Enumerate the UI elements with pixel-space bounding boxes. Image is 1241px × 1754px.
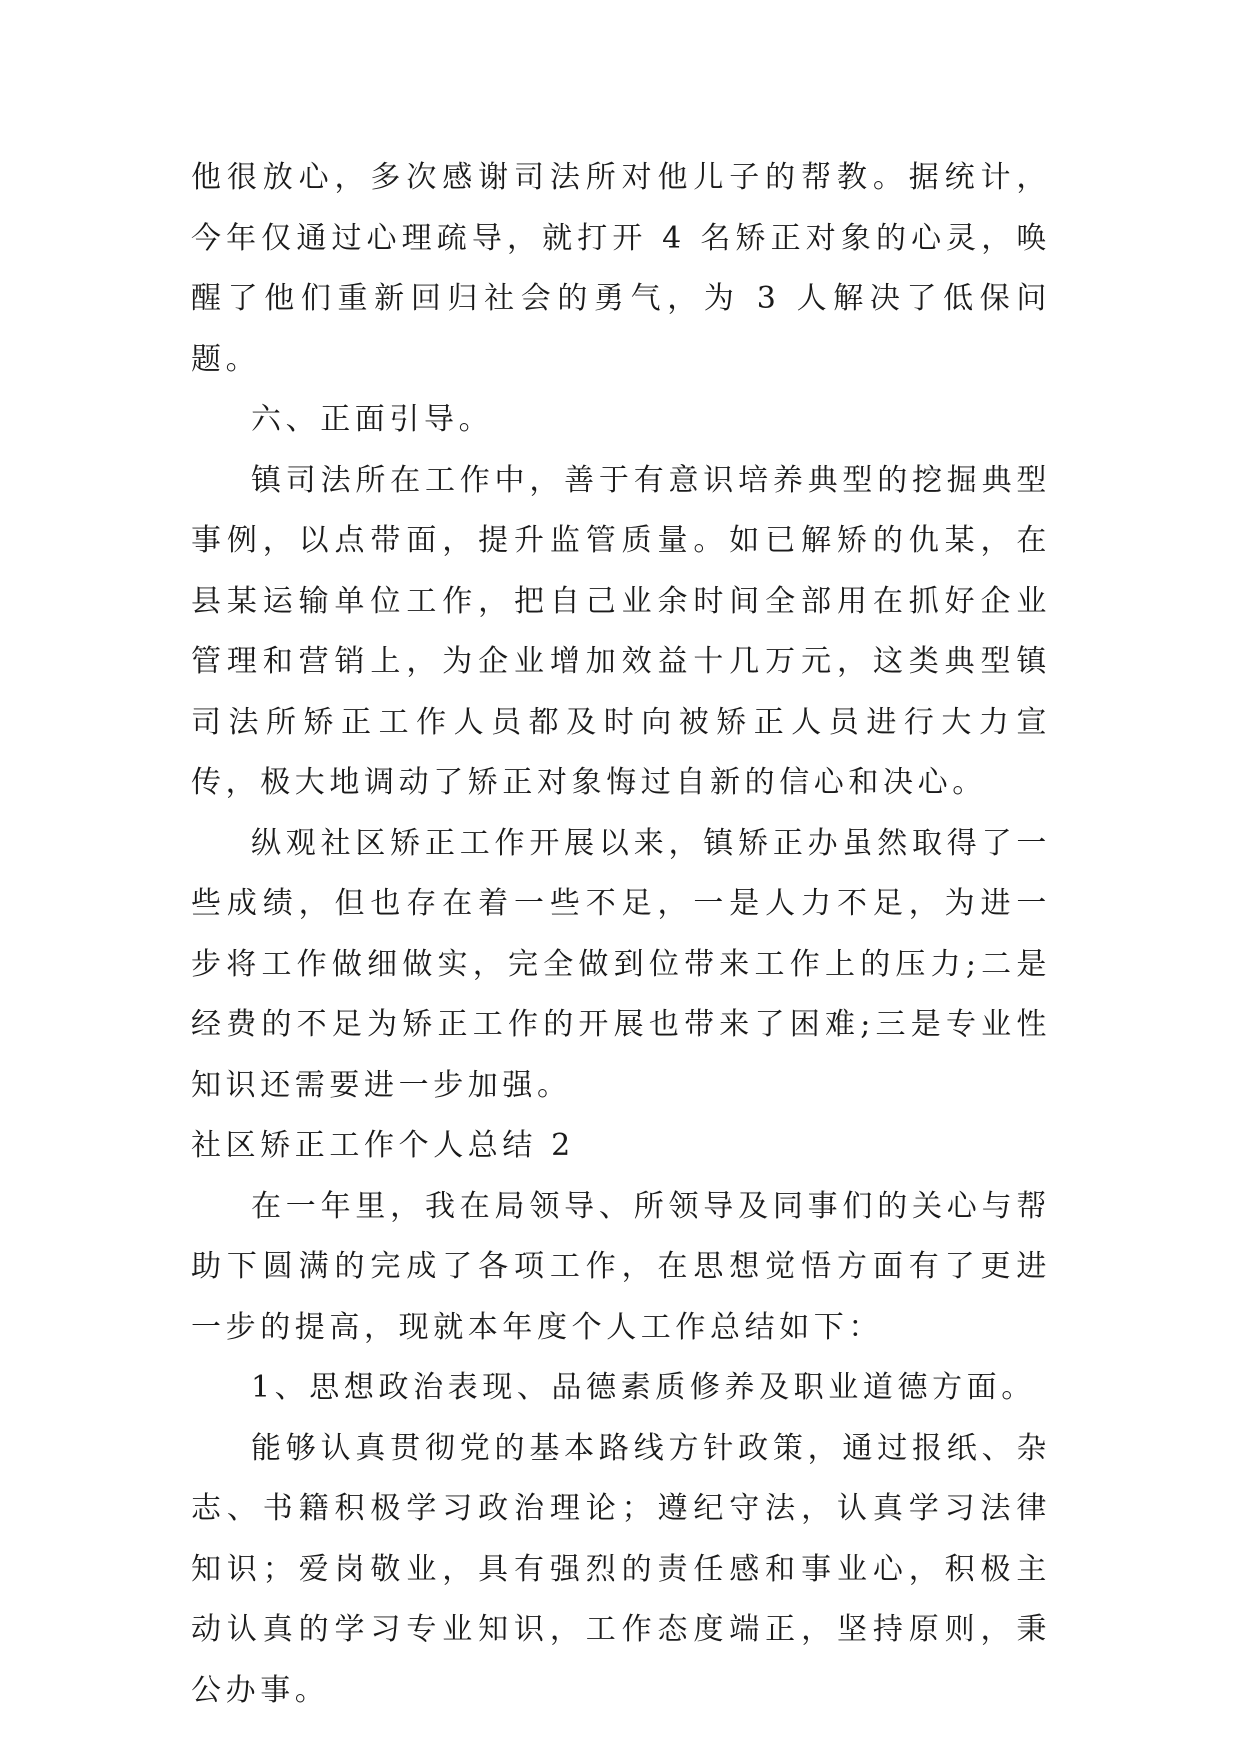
- section-heading-1: 1、思想政治表现、品德素质修养及职业道德方面。: [251, 1370, 1036, 1405]
- paragraph-continuation: 他很放心，多次感谢司法所对他儿子的帮教。据统计，今年仅通过心理疏导，就打开 4 名矫正对象的心灵，唤醒了他们重新回归社会的勇气，为 3 人解决了低保问题。: [191, 160, 1051, 377]
- paragraph-political-performance: 能够认真贯彻党的基本路线方针政策，通过报纸、杂志、书籍积极学习政治理论；遵纪守法，认真学习法律知识；爱岗敬业，具有强烈的责任感和事业心，积极主动认真的学习专业知识，工作态度端正，坚持原则，秉公办事。: [191, 1430, 1051, 1708]
- paragraph-intro: 在一年里，我在局领导、所领导及同事们的关心与帮助下圆满的完成了各项工作，在思想觉悟方面有了更进一步的提高，现就本年度个人工作总结如下：: [191, 1188, 1051, 1345]
- section-heading-six: 六、正面引导。: [251, 402, 494, 437]
- document-title-summary-2: 社区矫正工作个人总结 2: [191, 1128, 575, 1163]
- document-page: [191, 148, 1051, 1721]
- paragraph-shortcomings: 纵观社区矫正工作开展以来，镇矫正办虽然取得了一些成绩，但也存在着一些不足，一是人力不足，为进一步将工作做细做实，完全做到位带来工作上的压力;二是经费的不足为矫正工作的开展也带来了困难;三是专业性知识还需要进一步加强。: [191, 825, 1051, 1103]
- paragraph-positive-guidance: 镇司法所在工作中，善于有意识培养典型的挖掘典型事例，以点带面，提升监管质量。如已解矫的仇某，在县某运输单位工作，把自己业余时间全部用在抓好企业管理和营销上，为企业增加效益十几万元，这类典型镇司法所矫正工作人员都及时向被矫正人员进行大力宣传，极大地调动了矫正对象悔过自新的信心和决心。: [191, 462, 1051, 800]
